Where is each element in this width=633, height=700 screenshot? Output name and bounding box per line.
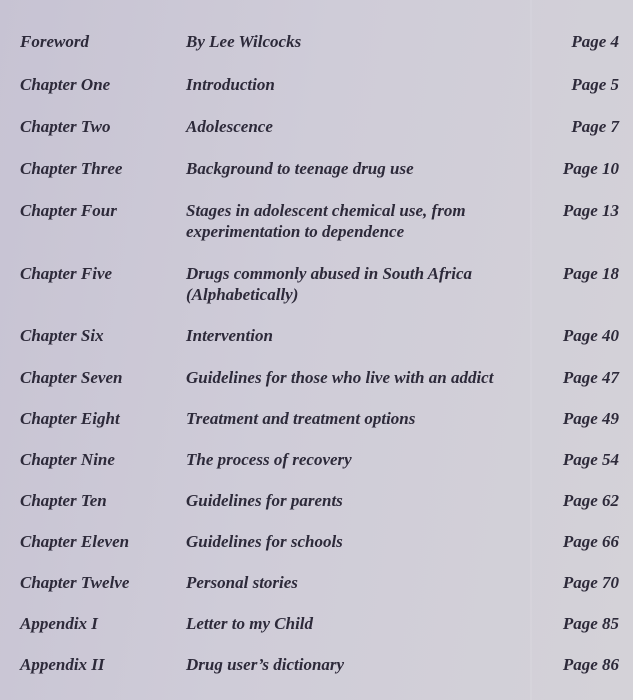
toc-chapter-label: Chapter Six: [20, 326, 104, 345]
toc-chapter-label: Appendix II: [20, 655, 105, 674]
toc-chapter-label: Foreword: [20, 32, 89, 51]
toc-page-number: Page 7: [571, 117, 619, 136]
toc-page-number: Page 10: [562, 159, 619, 178]
toc-page-number: Page 40: [562, 326, 619, 345]
toc-chapter-title: Treatment and treatment options: [186, 409, 416, 428]
toc-page-number: Page 13: [562, 201, 619, 220]
page-crease: [530, 0, 532, 700]
toc-chapter-title: Intervention: [186, 326, 273, 345]
toc-chapter-title: Letter to my Child: [186, 614, 314, 633]
toc-page-number: Page 54: [562, 450, 619, 469]
toc-page-number: Page 85: [562, 614, 619, 633]
toc-chapter-title: Guidelines for schools: [186, 532, 343, 551]
toc-chapter-label: Chapter Nine: [20, 450, 115, 469]
toc-page-number: Page 47: [562, 368, 619, 387]
toc-chapter-title: Drugs commonly abused in South Africa (Alphabetically): [186, 264, 473, 304]
toc-chapter-label: Chapter Eight: [20, 409, 120, 428]
toc-chapter-title: Adolescence: [186, 117, 273, 136]
toc-chapter-label: Chapter One: [20, 75, 111, 94]
toc-chapter-title: Background to teenage drug use: [186, 159, 414, 178]
toc-page-number: Page 86: [562, 655, 619, 674]
toc-chapter-label: Chapter Twelve: [20, 573, 130, 592]
toc-page-number: Page 18: [562, 264, 619, 283]
toc-page-number: Page 49: [562, 409, 619, 428]
toc-page-number: Page 4: [571, 32, 619, 51]
toc-chapter-title: Drug user’s dictionary: [186, 655, 345, 674]
toc-chapter-title: By Lee Wilcocks: [186, 32, 302, 51]
toc-page-number: Page 62: [562, 491, 619, 510]
toc-page-number: Page 66: [562, 532, 619, 551]
toc-chapter-title: Introduction: [186, 75, 275, 94]
toc-chapter-label: Chapter Ten: [20, 491, 107, 510]
toc-chapter-label: Chapter Eleven: [20, 532, 130, 551]
toc-chapter-title: Guidelines for parents: [186, 491, 343, 510]
toc-chapter-label: Chapter Seven: [20, 368, 123, 387]
toc-chapter-label: Appendix I: [20, 614, 98, 633]
toc-chapter-title: Personal stories: [186, 573, 298, 592]
toc-chapter-label: Chapter Five: [20, 264, 113, 283]
toc-page-number: Page 5: [571, 75, 619, 94]
toc-chapter-label: Chapter Two: [20, 117, 111, 136]
toc-chapter-title: Guidelines for those who live with an addict: [186, 368, 494, 387]
toc-chapter-label: Chapter Three: [20, 159, 123, 178]
toc-chapter-label: Chapter Four: [20, 201, 117, 220]
toc-page-number: Page 70: [562, 573, 619, 592]
toc-chapter-title: The process of recovery: [186, 450, 352, 469]
toc-chapter-title: Stages in adolescent chemical use, from experimentation to dependence: [186, 201, 466, 241]
